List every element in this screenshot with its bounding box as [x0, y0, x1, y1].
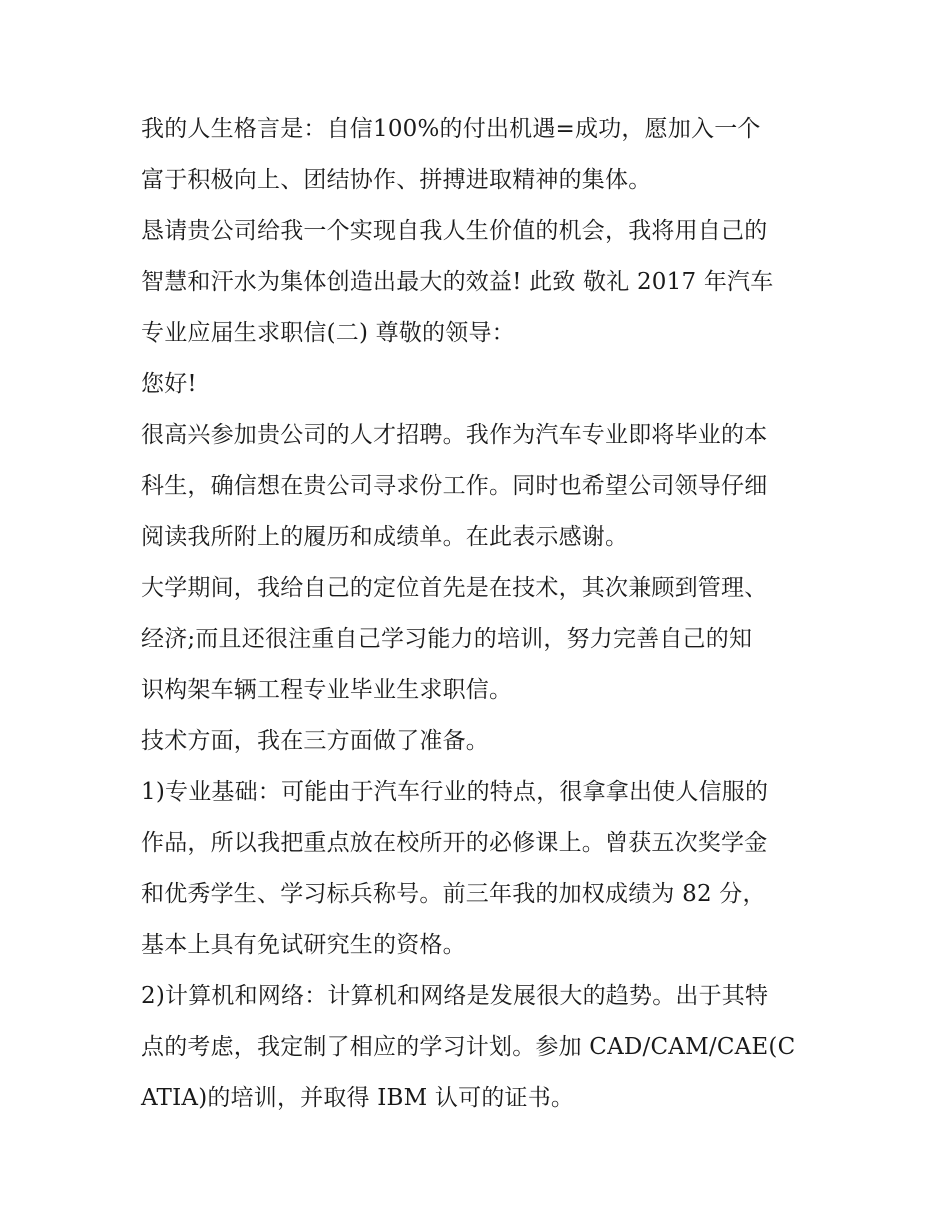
- text-line: 和优秀学生、学习标兵称号。前三年我的加权成绩为 82 分，: [141, 881, 766, 907]
- text-line: 作品，所以我把重点放在校所开的必修课上。曾获五次奖学金: [141, 830, 768, 856]
- text-line: 1)专业基础：可能由于汽车行业的特点，很拿拿出使人信服的: [141, 779, 769, 805]
- text-line: 识构架车辆工程专业毕业生求职信。: [141, 677, 513, 703]
- text-line: 我的人生格言是：自信100%的付出机遇=成功，愿加入一个: [141, 116, 761, 142]
- text-line: 智慧和汗水为集体创造出最大的效益! 此致 敬礼 2017 年汽车: [141, 269, 774, 295]
- text-line: 富于积极向上、团结协作、拼搏进取精神的集体。: [141, 167, 652, 193]
- text-line: 2)计算机和网络：计算机和网络是发展很大的趋势。出于其特: [141, 983, 769, 1009]
- text-line: 阅读我所附上的履历和成绩单。在此表示感谢。: [141, 524, 629, 550]
- document-body: [141, 104, 821, 1124]
- text-line: 很高兴参加贵公司的人才招聘。我作为汽车专业即将毕业的本: [141, 422, 768, 448]
- text-line: 经济;而且还很注重自己学习能力的培训，努力完善自己的知: [141, 626, 753, 652]
- text-line: 大学期间，我给自己的定位首先是在技术，其次兼顾到管理、: [141, 575, 768, 601]
- text-line: 专业应届生求职信(二) 尊敬的领导：: [141, 320, 515, 346]
- text-line: 技术方面，我在三方面做了准备。: [141, 728, 489, 754]
- text-line: ATIA)的培训，并取得 IBM 认可的证书。: [141, 1085, 575, 1111]
- text-line: 基本上具有免试研究生的资格。: [141, 932, 466, 958]
- text-line: 您好!: [141, 371, 197, 397]
- text-line: 恳请贵公司给我一个实现自我人生价值的机会，我将用自己的: [141, 218, 768, 244]
- text-line: 科生，确信想在贵公司寻求份工作。同时也希望公司领导仔细: [141, 473, 768, 499]
- text-line: 点的考虑，我定制了相应的学习计划。参加 CAD/CAM/CAE(C: [141, 1034, 796, 1060]
